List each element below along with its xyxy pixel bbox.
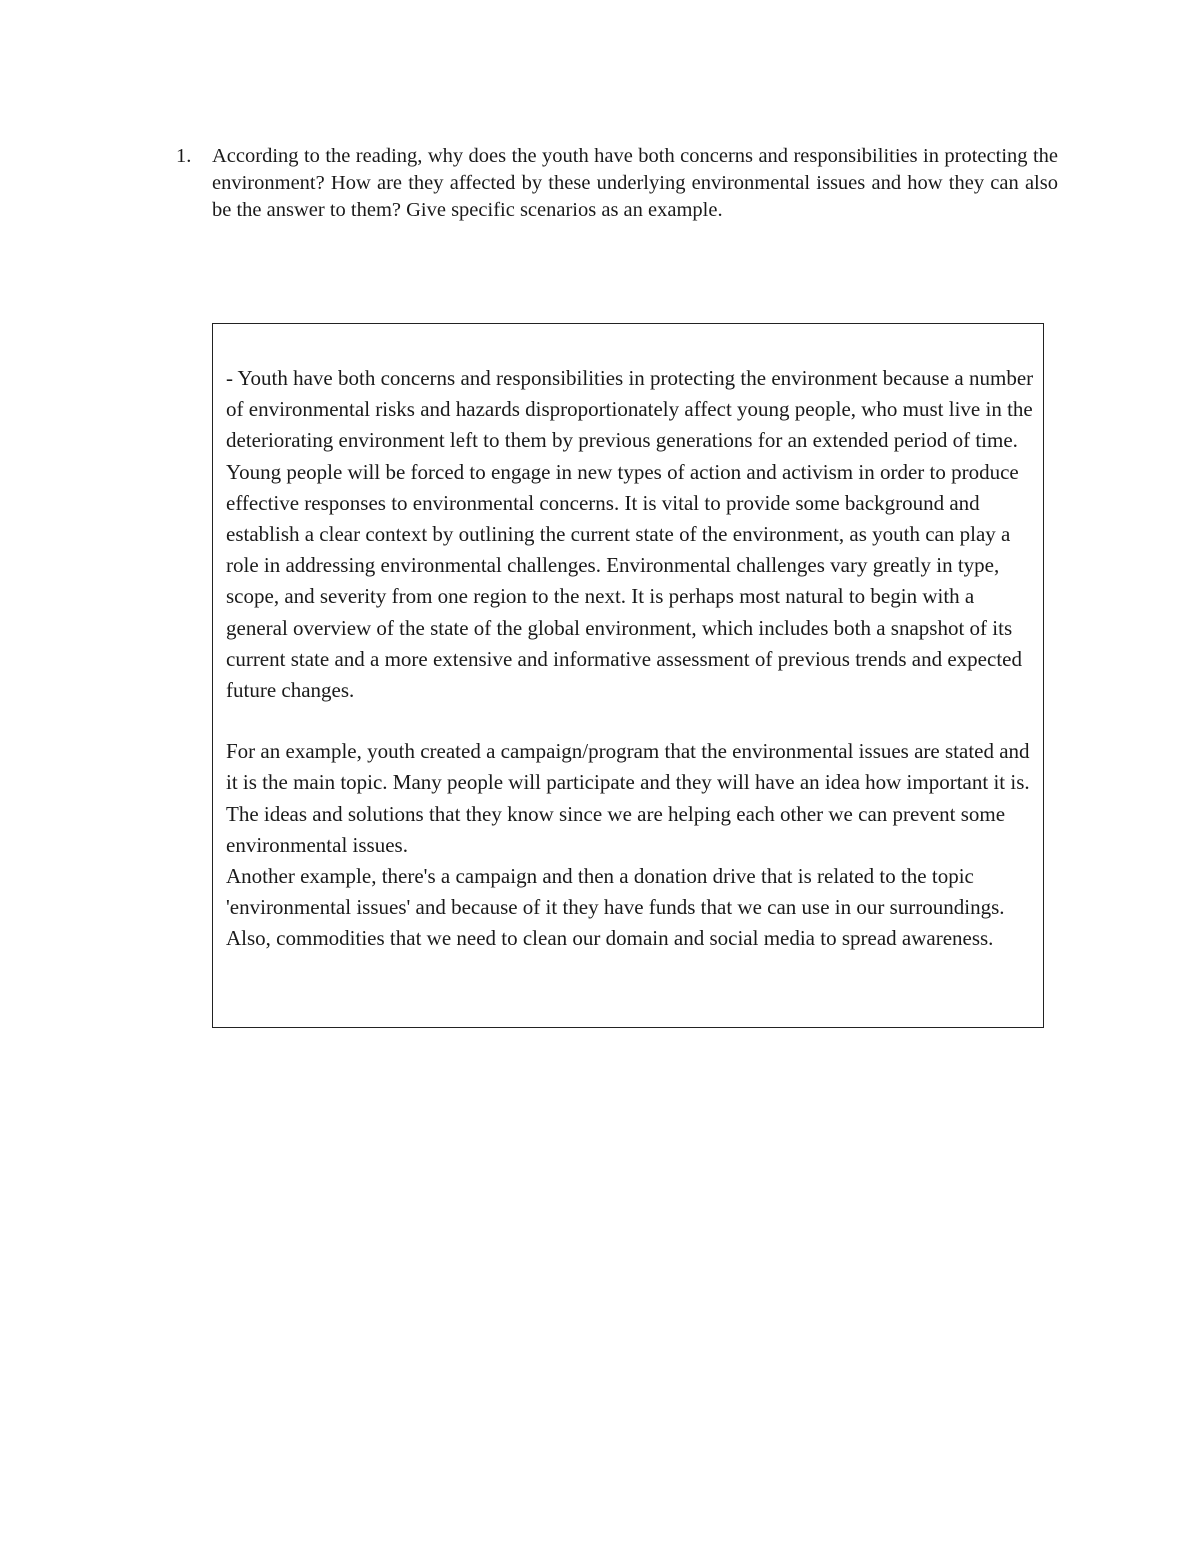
question-number: 1. <box>176 145 192 167</box>
answer-paragraph-1: - Youth have both concerns and responsibilities in protecting the environment because a number of environmental risks and hazards disproportionately affect young people, who must live in the deteriorating environment left to them by previous generations for an extended period of time. Young people will be forced to engage in new types of action and activism in order to produce effective responses to environmental concerns. It is vital to provide some background and establish a clear context by outlining the current state of the environment, as youth can play a role in addressing environmental challenges. Environmental challenges vary greatly in type, scope, and severity from one region to the next. It is perhaps most natural to begin with a general overview of the state of the global environment, which includes both a snapshot of its current state and a more extensive and informative assessment of previous trends and expected future changes. <box>226 366 1034 703</box>
answer-box <box>212 323 1044 1028</box>
question-item <box>176 143 1058 224</box>
question-text: According to the reading, why does the youth have both concerns and responsibilities in protecting the environment? How are they affected by these underlying environmental issues and how they can also be the answer to them? Give specific scenarios as an example. <box>212 145 1058 221</box>
answer-paragraph-2: For an example, youth created a campaign/program that the environmental issues are stated and it is the main topic. Many people will participate and they will have an idea how important it is. The ideas and solutions that they know since we are helping each other we can prevent some environmental issues. <box>226 739 1030 857</box>
answer-content <box>226 363 1036 955</box>
paragraph-spacer <box>226 706 1036 736</box>
answer-paragraph-3: Another example, there's a campaign and then a donation drive that is related to the topic 'environmental issues' and because of it they have funds that we can use in our surroundings. Also, commodities that we need to clean our domain and social media to spread awareness. <box>226 864 1005 951</box>
